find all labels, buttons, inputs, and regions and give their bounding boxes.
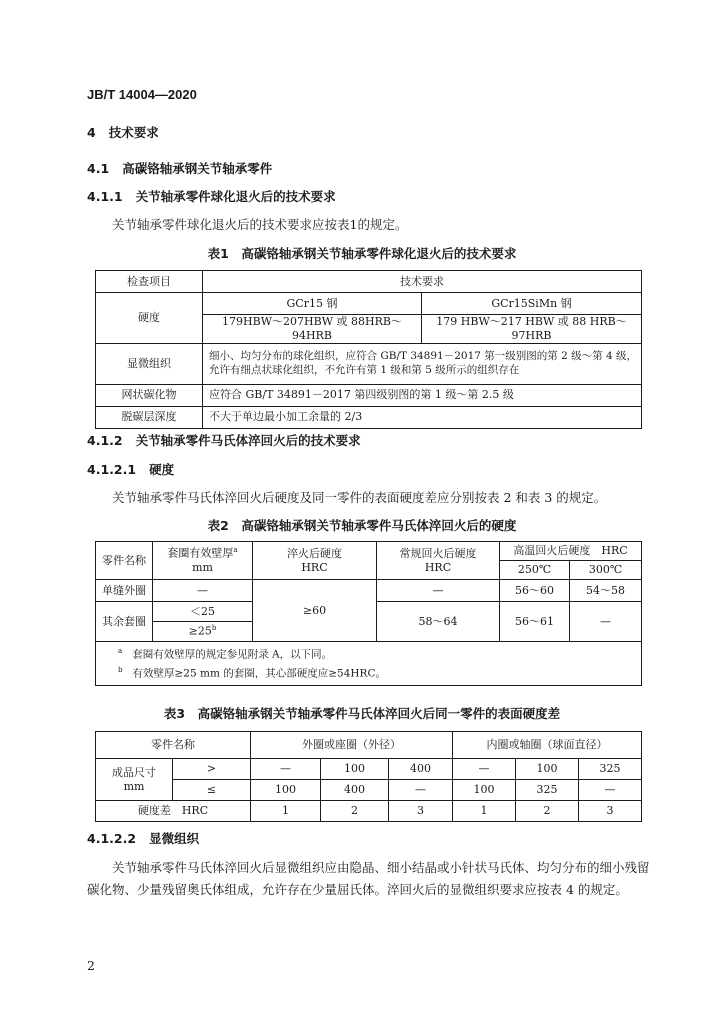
table-cell: 400: [389, 759, 453, 780]
table-cell: ≥60: [253, 580, 377, 642]
footnote-marker: b: [211, 624, 217, 633]
table-cell: 325: [579, 759, 642, 780]
table-header-cell: 检查项目: [96, 271, 203, 293]
header-line: HRC: [301, 560, 328, 574]
table-cell: —: [377, 580, 500, 602]
header-line: 常规回火后硬度: [399, 546, 477, 560]
page-number: 2: [87, 958, 95, 973]
cell-line: mm: [123, 779, 145, 793]
section-title: 显微组织: [149, 831, 200, 846]
section-4-1-2-1-heading: [87, 460, 174, 478]
table-cell: —: [453, 759, 516, 780]
table-cell: 179HBW～207HBW 或 88HRB～94HRB: [203, 315, 422, 344]
footnote-marker: a: [233, 546, 238, 555]
table-cell: ＜25: [153, 602, 253, 622]
section-4-heading: [87, 123, 159, 141]
table-cell: 3: [579, 801, 642, 822]
table-header-cell: 300℃: [570, 561, 642, 580]
paragraph-line: 碳化物、少量残留奥氏体组成，允许存在少量屈氏体。淬回火后的显微组织要求应按表 4 的规定。: [87, 882, 628, 897]
table-cell: 179 HBW～217 HBW 或 88 HRB～97HRB: [422, 315, 642, 344]
paragraph: 关节轴承零件马氏体淬回火后硬度及同一零件的表面硬度差应分别按表 2 和表 3 的规定。: [112, 490, 607, 505]
document-code: JB/T 14004—2020: [87, 87, 197, 102]
table-cell: [96, 759, 173, 801]
table-cell: 硬度: [96, 293, 203, 344]
table-cell: 100: [516, 759, 579, 780]
table-cell: —: [153, 580, 253, 602]
table-cell: 2: [516, 801, 579, 822]
table-header-cell: 技术要求: [203, 271, 642, 293]
cell-line: 成品尺寸: [112, 765, 156, 779]
header-line: 套圈有效壁厚: [167, 547, 234, 561]
section-4-1-1-heading: [87, 187, 336, 205]
table-footnotes: [96, 642, 642, 686]
cell-line: 允许有细点状球化组织，不允许有第 1 级和第 5 级所示的组织存在: [209, 363, 520, 376]
section-number: 4.1.2.1: [87, 462, 137, 477]
table-cell: 不大于单边最小加工余量的 2/3: [203, 406, 642, 428]
table-cell: 应符合 GB/T 34891－2017 第四级别图的第 1 级～第 2.5 级: [203, 384, 642, 406]
table-2: [95, 541, 642, 686]
table-cell: —: [579, 780, 642, 801]
footnote-text: 有效壁厚≥25 mm 的套圈，其心部硬度应≥54HRC。: [132, 667, 387, 679]
table-2-caption: 表2 高碳铬轴承钢关节轴承零件马氏体淬回火后的硬度: [207, 518, 517, 533]
table-cell: 56～61: [500, 602, 570, 642]
section-title: 硬度: [149, 462, 175, 477]
table-cell: —: [389, 780, 453, 801]
paragraph: 关节轴承零件球化退火后的技术要求应按表1的规定。: [112, 217, 408, 232]
table-cell: 100: [251, 780, 321, 801]
table-header-cell: 250℃: [500, 561, 570, 580]
table-cell: 3: [389, 801, 453, 822]
section-title: 技术要求: [108, 125, 159, 140]
header-line: 淬火后硬度: [287, 546, 342, 560]
table-cell: 100: [453, 780, 516, 801]
cell-line: 细小、均匀分布的球化组织，应符合 GB/T 34891－2017 第一级别图的第 2 级～第 4 级，: [209, 350, 637, 363]
table-1: [95, 270, 642, 429]
section-4-1-2-2-heading: [87, 829, 199, 847]
footnote-marker: b: [118, 665, 123, 674]
table-3-caption: 表3 高碳铬轴承钢关节轴承零件马氏体淬回火后同一零件的表面硬度差: [163, 706, 561, 721]
section-title: 高碳铬轴承钢关节轴承零件: [122, 161, 273, 176]
paragraph-line: 关节轴承零件马氏体淬回火后显微组织应由隐晶、细小结晶或小针状马氏体、均匀分布的细小残留: [112, 860, 650, 875]
footnote-text: 套圈有效壁厚的规定参见附录 A，以下同。: [132, 648, 333, 661]
table-header-cell: 零件名称: [96, 732, 251, 759]
section-title: 关节轴承零件球化退火后的技术要求: [135, 189, 336, 204]
table-header-cell: [153, 542, 253, 580]
table-cell: [203, 343, 642, 384]
section-number: 4: [87, 125, 96, 140]
table-cell: >: [173, 759, 251, 780]
table-cell: 网状碳化物: [96, 384, 203, 406]
table-header-cell: 外圈或座圈（外径）: [251, 732, 453, 759]
header-line: HRC: [424, 560, 452, 574]
section-4-1-heading: [87, 159, 272, 177]
section-4-1-2-heading: [87, 431, 361, 449]
table-cell: [153, 622, 253, 642]
table-cell: 其余套圈: [96, 602, 153, 642]
header-line: mm: [192, 560, 213, 574]
cell-value: ≥25: [188, 624, 212, 638]
table-cell: 56～60: [500, 580, 570, 602]
table-3: [95, 731, 642, 822]
footnote-marker: a: [118, 646, 123, 655]
section-number: 4.1.1: [87, 189, 123, 204]
table-header-cell: [253, 542, 377, 580]
table-cell: GCr15 钢: [203, 293, 422, 315]
table-cell: 脱碳层深度: [96, 406, 203, 428]
table-cell: —: [251, 759, 321, 780]
table-cell: —: [570, 602, 642, 642]
table-cell: 400: [321, 780, 389, 801]
table-cell: 显微组织: [96, 343, 203, 384]
table-header-cell: 高温回火后硬度 HRC: [500, 542, 642, 561]
table-header-cell: 零件名称: [96, 542, 153, 580]
section-title: 关节轴承零件马氏体淬回火后的技术要求: [135, 433, 361, 448]
table-1-caption: 表1 高碳铬轴承钢关节轴承零件球化退火后的技术要求: [207, 246, 517, 261]
table-cell: 1: [453, 801, 516, 822]
table-cell: 100: [321, 759, 389, 780]
table-cell: GCr15SiMn 钢: [422, 293, 642, 315]
table-cell: 硬度差 HRC: [96, 801, 251, 822]
table-cell: ≤: [173, 780, 251, 801]
table-cell: 1: [251, 801, 321, 822]
table-cell: 325: [516, 780, 579, 801]
section-number: 4.1.2: [87, 433, 123, 448]
table-cell: 54～58: [570, 580, 642, 602]
table-header-cell: 内圈或轴圈（球面直径）: [453, 732, 642, 759]
table-header-cell: [377, 542, 500, 580]
table-cell: 2: [321, 801, 389, 822]
section-number: 4.1: [87, 161, 110, 176]
section-number: 4.1.2.2: [87, 831, 137, 846]
table-cell: 单缝外圈: [96, 580, 153, 602]
table-cell: 58～64: [377, 602, 500, 642]
